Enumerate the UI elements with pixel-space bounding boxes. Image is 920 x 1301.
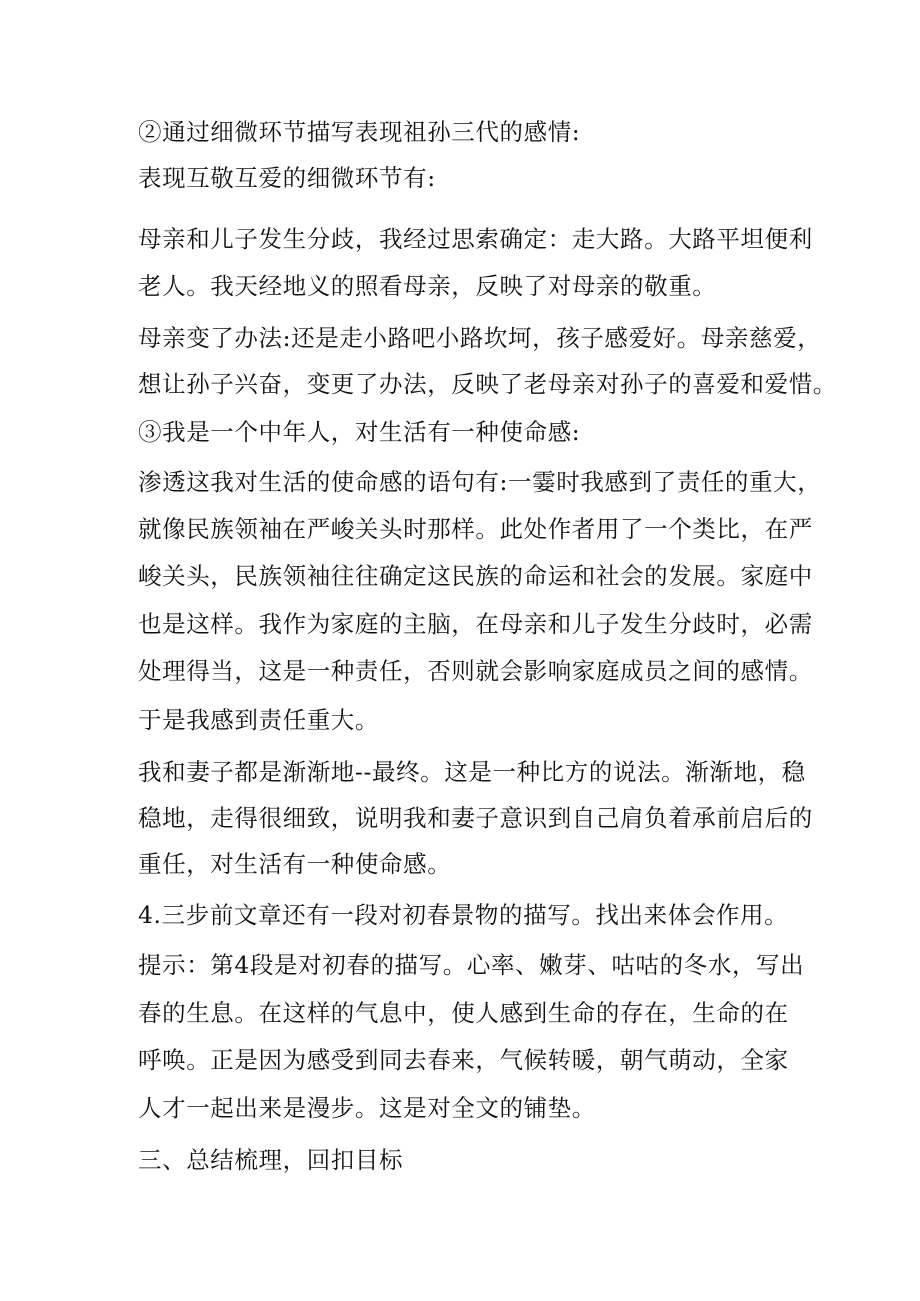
text-line-18: 提示：第4段是对初春的描写。心率、嫩芽、咕咕的冬水，写出 <box>138 951 805 979</box>
section-heading: 三、总结梳理，回扣目标 <box>138 1146 404 1174</box>
text-line-14: 我和妻子都是渐渐地--最终。这是一种比方的说法。渐渐地，稳 <box>138 758 806 786</box>
text-line-9: 就像民族领袖在严峻关头时那样。此处作者用了一个类比，在严 <box>138 515 813 543</box>
text-line-1: ②通过细微环节描写表现祖孙三代的感情: <box>138 118 581 146</box>
text-line-8: 渗透这我对生活的使命感的语句有:一霎时我感到了责任的重大， <box>138 468 822 496</box>
text-line-17: 4.三步前文章还有一段对初春景物的描写。找出来体会作用。 <box>138 901 789 929</box>
text-line-3: 母亲和儿子发生分歧，我经过思索确定：走大路。大路平坦便利 <box>138 225 813 253</box>
text-line-19: 春的生息。在这样的气息中，使人感到生命的存在，生命的在 <box>138 999 789 1027</box>
text-line-11: 也是这样。我作为家庭的主脑，在母亲和儿子发生分歧时，必需 <box>138 610 813 638</box>
text-line-12: 处理得当，这是一种责任，否则就会影响家庭成员之间的感情。 <box>138 657 813 685</box>
text-line-13: 于是我感到责任重大。 <box>138 706 379 734</box>
text-line-7: ③我是一个中年人，对生活有一种使命感: <box>138 418 581 446</box>
text-line-5: 母亲变了办法:还是走小路吧小路坎坷，孩子感爱好。母亲慈爱， <box>138 324 822 352</box>
text-line-16: 重任，对生活有一种使命感。 <box>138 850 452 878</box>
text-line-6: 想让孙子兴奋，变更了办法，反映了老母亲对孙子的喜爱和爱惜。 <box>138 370 837 398</box>
text-line-20: 呼唤。正是因为感受到同去春来，气候转暖，朝气萌动，全家 <box>138 1046 789 1074</box>
text-line-4: 老人。我天经地义的照看母亲，反映了对母亲的敬重。 <box>138 272 717 300</box>
text-line-15: 稳地，走得很细致，说明我和妻子意识到自己肩负着承前启后的 <box>138 804 813 832</box>
text-line-2: 表现互敬互爱的细微环节有: <box>138 164 436 192</box>
text-line-10: 峻关头，民族领袖往往确定这民族的命运和社会的发展。家庭中 <box>138 562 813 590</box>
text-line-21: 人才一起出来是漫步。这是对全文的铺垫。 <box>138 1094 596 1122</box>
